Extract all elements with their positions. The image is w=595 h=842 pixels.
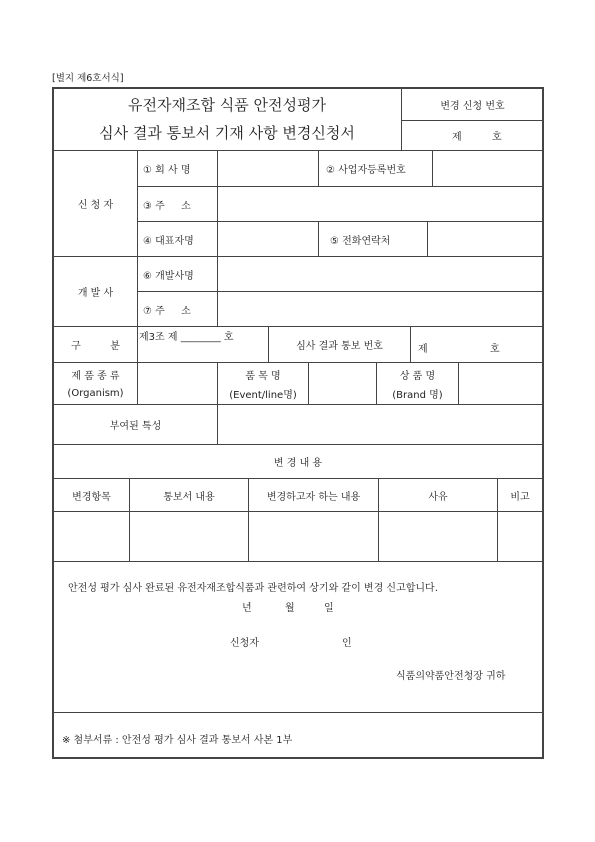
column-notice-content: 통보서 내용 <box>163 491 215 503</box>
brand-name-label: 상 품 명 <box>399 370 436 382</box>
declaration-text: 안전성 평가 심사 완료된 유전자재조합식품과 관련하여 상기와 같이 변경 신고합니다. <box>68 583 438 594</box>
phone-field[interactable] <box>430 222 541 256</box>
column-change-item: 변경항목 <box>72 491 111 503</box>
date-day-label: 일 <box>324 603 334 614</box>
developer-name-field[interactable] <box>220 257 541 291</box>
company-name-field[interactable] <box>220 151 316 186</box>
app-number-je: 제 <box>452 132 462 143</box>
item-name-label: 품 목 명 <box>245 370 281 382</box>
attachments-note: ※ 첨부서류 : 안전성 평가 심사 결과 통보서 사본 1부 <box>62 735 293 746</box>
representative-field[interactable] <box>220 222 316 256</box>
review-notice-number-label: 심사 결과 통보 번호 <box>296 341 383 352</box>
brand-name-field[interactable] <box>460 364 541 403</box>
seal-label: 인 <box>342 638 352 649</box>
notice-number-ho: 호 <box>490 344 500 355</box>
product-type-sublabel: (Organism) <box>67 387 124 399</box>
desired-change-cell[interactable] <box>249 512 378 561</box>
assigned-trait-label: 부여된 특성 <box>109 421 162 432</box>
developer-section-label: 개 발 사 <box>77 288 114 299</box>
form-title-line2: 심사 결과 통보서 기재 사항 변경신청서 <box>99 123 355 142</box>
applicant-address-label: ③ 주 소 <box>143 200 191 212</box>
phone-label: ⑤ 전화연락처 <box>330 235 391 247</box>
column-reason: 사유 <box>428 491 448 503</box>
category-field[interactable]: 제3조 제 ________ 호 <box>139 332 234 343</box>
reason-cell[interactable] <box>379 512 497 561</box>
item-name-sublabel: (Event/line명) <box>229 389 297 401</box>
applicant-section-label: 신 청 자 <box>77 200 114 211</box>
product-type-label: 제 품 종 류 <box>71 370 120 382</box>
column-desired-change: 변경하고자 하는 내용 <box>266 491 361 503</box>
applicant-address-field[interactable] <box>220 187 541 221</box>
change-item-cell[interactable] <box>54 512 129 561</box>
category-label: 구 분 <box>71 341 120 352</box>
remarks-cell[interactable] <box>498 512 542 561</box>
form-number: [별지 제6호서식] <box>52 73 124 84</box>
date-month-label: 월 <box>285 603 295 614</box>
developer-address-label: ⑦ 주 소 <box>143 305 191 317</box>
change-details-title: 변 경 내 용 <box>273 458 323 469</box>
date-year-label: 년 <box>242 603 252 614</box>
app-number-ho: 호 <box>492 132 502 143</box>
brand-name-sublabel: (Brand 명) <box>392 389 443 401</box>
business-reg-field[interactable] <box>435 151 541 186</box>
representative-label: ④ 대표자명 <box>143 235 194 247</box>
company-name-label: ① 회 사 명 <box>143 165 191 176</box>
notice-content-cell[interactable] <box>130 512 248 561</box>
notice-number-je: 제 <box>418 344 428 355</box>
app-number-label: 변경 신청 번호 <box>440 101 505 112</box>
product-type-field[interactable] <box>139 364 216 403</box>
addressee: 식품의약품안전청장 귀하 <box>396 671 506 682</box>
form-title-line1: 유전자재조합 식품 안전성평가 <box>128 95 326 114</box>
business-reg-label: ② 사업자등록번호 <box>326 165 406 176</box>
item-name-field[interactable] <box>310 364 375 403</box>
developer-name-label: ⑥ 개발사명 <box>143 270 194 282</box>
applicant-signature-label: 신청자 <box>230 638 259 649</box>
assigned-trait-field[interactable] <box>220 405 541 444</box>
column-remarks: 비고 <box>510 491 530 503</box>
developer-address-field[interactable] <box>220 292 541 326</box>
